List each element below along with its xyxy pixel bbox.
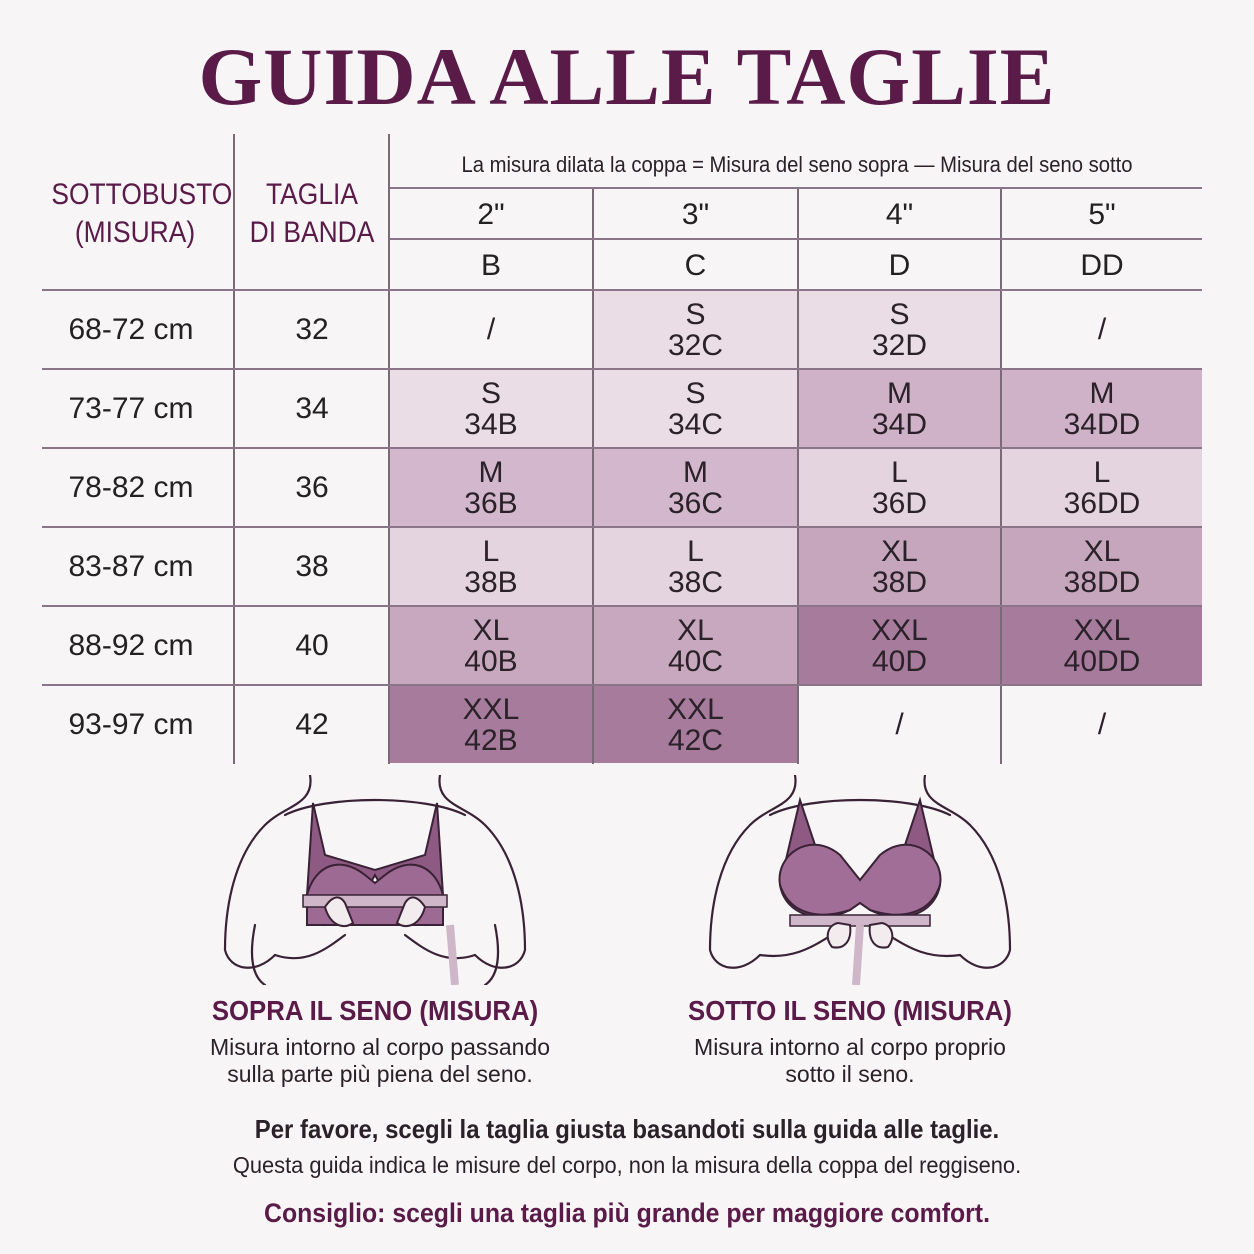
measure-above-line2: sulla parte più piena del seno. <box>227 1061 533 1087</box>
measure-above-title: SOPRA IL SENO (MISURA) <box>211 995 539 1026</box>
size-cell <box>594 686 797 763</box>
underbust-value: 78-82 cm <box>68 471 194 504</box>
size-label: S <box>685 297 706 331</box>
cup-letter-header: D <box>888 249 911 282</box>
cup-diff-header: 4" <box>885 198 914 231</box>
bra-size-label: 42B <box>464 723 518 757</box>
size-cell <box>390 291 592 368</box>
size-label: XL <box>1083 534 1121 568</box>
size-label: XXL <box>667 692 724 726</box>
cup-diff-header: 2" <box>477 198 505 231</box>
size-label: XL <box>881 534 918 568</box>
size-cell <box>1002 528 1202 605</box>
band-size-value: 42 <box>295 708 329 741</box>
footer-note: Questa guida indica le misure del corpo, non la misura della coppa del reggiseno. <box>232 1152 1022 1178</box>
band-header-line1: TAGLIA <box>266 178 358 211</box>
bra-size-label: 36D <box>871 486 928 520</box>
size-label: XXL <box>462 692 520 726</box>
band-size-value: 38 <box>295 550 329 583</box>
underbust-header <box>51 176 233 252</box>
bra-size-label: 34DD <box>1063 407 1141 441</box>
size-cell <box>390 449 592 526</box>
cup-letter-header: DD <box>1080 249 1124 282</box>
size-cell <box>799 607 1000 684</box>
measure-below-line2: sotto il seno. <box>785 1061 915 1087</box>
size-label: M <box>887 376 912 410</box>
grid-line <box>388 134 390 764</box>
bra-size-label: 42C <box>667 723 724 757</box>
grid-line <box>42 368 1202 370</box>
grid-line <box>1000 188 1002 764</box>
size-label: M <box>683 455 708 489</box>
bra-size-label: 34D <box>871 407 928 441</box>
measure-below-line1: Misura intorno al corpo proprio <box>694 1034 1006 1060</box>
size-label: M <box>1089 376 1115 410</box>
size-cell <box>1002 449 1202 526</box>
size-cell <box>390 686 592 763</box>
size-cell <box>594 607 797 684</box>
size-label: XL <box>472 613 510 647</box>
measure-below-description <box>650 1034 1050 1088</box>
size-cell <box>799 528 1000 605</box>
band-header-line2: DI BANDA <box>249 216 375 249</box>
size-cell <box>390 370 592 447</box>
underbust-value: 93-97 cm <box>68 708 194 741</box>
measure-below-illustration <box>700 775 1020 985</box>
bra-size-label: 36C <box>667 486 724 520</box>
grid-line <box>233 134 235 764</box>
grid-line <box>390 187 1202 189</box>
size-cell <box>1002 370 1202 447</box>
size-label: XXL <box>1073 613 1131 647</box>
underbust-value: 73-77 cm <box>68 392 194 425</box>
footer-instruction: Per favore, scegli la taglia giusta basandoti sulla guida alle taglie. <box>254 1114 1000 1144</box>
size-cell <box>799 370 1000 447</box>
bra-size-label: 36B <box>464 486 518 520</box>
band-size-value: 34 <box>295 392 329 425</box>
grid-line <box>42 684 1202 686</box>
bra-size-label: 34B <box>464 407 518 441</box>
cup-diff-header: 5" <box>1088 198 1116 231</box>
band-size-value: 32 <box>295 313 329 346</box>
size-label: L <box>482 534 500 568</box>
bra-size-label: 40D <box>871 644 928 678</box>
cup-letter-header: C <box>684 249 707 282</box>
size-cell <box>799 291 1000 368</box>
measure-below-title: SOTTO IL SENO (MISURA) <box>688 995 1012 1026</box>
underbust-value: 68-72 cm <box>68 313 194 346</box>
size-cell <box>799 449 1000 526</box>
bra-size-label: 40DD <box>1063 644 1141 678</box>
size-label: XL <box>677 613 714 647</box>
bra-size-label: 38C <box>667 565 724 599</box>
cup-formula: La misura dilata la coppa = Misura del seno sopra — Misura del seno sotto <box>461 152 1133 177</box>
size-label: XXL <box>871 613 928 647</box>
bra-size-label: 38B <box>464 565 518 599</box>
grid-line <box>42 605 1202 607</box>
grid-line <box>797 188 799 764</box>
size-cell <box>594 449 797 526</box>
not-available-mark: / <box>486 313 496 346</box>
grid-line <box>42 447 1202 449</box>
band-header <box>245 176 379 252</box>
bra-size-label: 40C <box>667 644 724 678</box>
measure-above-line1: Misura intorno al corpo passando <box>209 1034 551 1060</box>
page-title: GUIDA ALLE TAGLIE <box>198 31 1056 122</box>
size-label: L <box>1093 455 1111 489</box>
underbust-value: 88-92 cm <box>68 629 194 662</box>
bra-size-label: 32D <box>871 328 928 362</box>
cup-diff-header: 3" <box>681 198 710 231</box>
band-size-value: 36 <box>295 471 329 504</box>
measure-above-description <box>175 1034 585 1088</box>
grid-line <box>390 238 1202 240</box>
footer-tip: Consiglio: scegli una taglia più grande per maggiore comfort. <box>264 1198 990 1228</box>
size-cell <box>1002 607 1202 684</box>
size-cell <box>390 528 592 605</box>
size-cell <box>594 370 797 447</box>
size-label: S <box>889 297 910 331</box>
size-label: S <box>685 376 706 410</box>
not-available-mark: / <box>1097 708 1107 741</box>
underbust-header-line2: (MISURA) <box>74 216 196 249</box>
grid-line <box>42 526 1202 528</box>
size-cell <box>390 607 592 684</box>
underbust-header-line1: SOTTOBUSTO <box>51 178 233 211</box>
size-label: L <box>891 455 908 489</box>
underbust-value: 83-87 cm <box>68 550 194 583</box>
size-cell <box>1002 686 1202 763</box>
grid-line <box>592 188 594 764</box>
size-label: L <box>687 534 704 568</box>
bra-size-label: 40B <box>464 644 518 678</box>
size-cell <box>799 686 1000 763</box>
grid-line <box>42 289 1202 291</box>
cup-letter-header: B <box>480 249 501 282</box>
size-cell <box>594 528 797 605</box>
bra-size-label: 38D <box>871 565 928 599</box>
size-label: S <box>480 376 501 410</box>
bra-size-label: 32C <box>667 328 724 362</box>
not-available-mark: / <box>895 708 904 741</box>
size-label: M <box>478 455 504 489</box>
bra-size-label: 34C <box>667 407 724 441</box>
bra-size-label: 36DD <box>1063 486 1141 520</box>
size-cell <box>1002 291 1202 368</box>
measure-above-illustration <box>215 775 535 985</box>
bra-size-label: 38DD <box>1063 565 1141 599</box>
band-size-value: 40 <box>295 629 329 662</box>
size-cell <box>594 291 797 368</box>
not-available-mark: / <box>1097 313 1107 346</box>
